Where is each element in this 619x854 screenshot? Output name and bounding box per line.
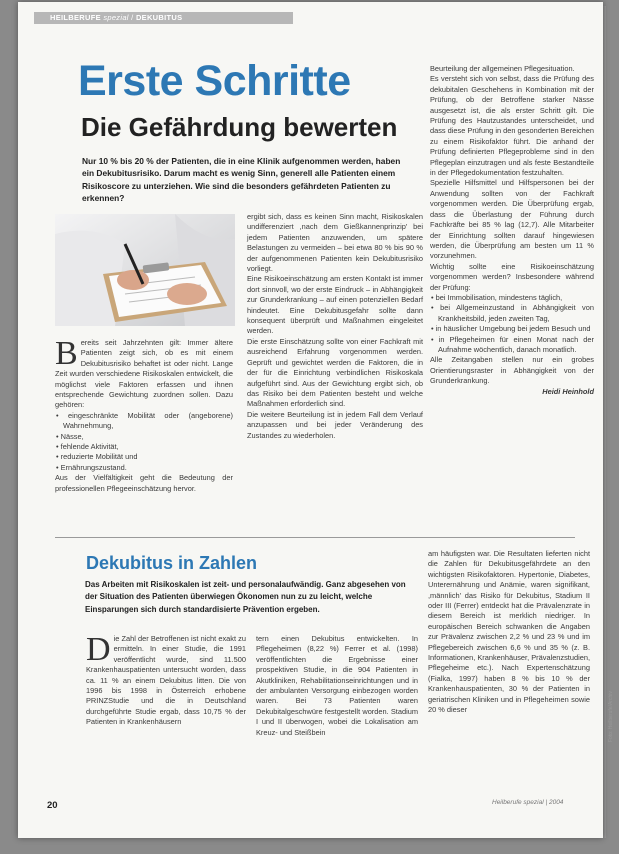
- paragraph: am häufigsten war. Die Resultaten lieferten nicht die Zahlen für Dekubitusgefährdete an den wichtigsten Risikofaktoren. Hypertonie, Diabetes, Unterernährung und Anämie, waren signifikant, ,männlich' das Risiko für Dekubitus, Stadium II oder III (Ferrer) entdeckt hat die Prävalenzrate in diesem Bereich ist merklich niedriger. In europäischen Bereich schwanken die Angaben zur Prävalenz zwischen 2,2 % und 23 % und im Pflegebereich zwischen 6,6 % und 35 % (z. B. Informationen, Krankenhäuser, Prävalenzstudien, Pflegeheime etc.). Nach Expertenschätzung (Fialka, 1997) haben 8 % bis 10 % der Krankenhauspatienten, 30 % der Patienten in geriatrischen Kliniken und in Pflegeheimen sowie 20 % dieser: [428, 549, 590, 715]
- paragraph: Die erste Einschätzung sollte von einer Fachkraft mit ausreichend Erfahrung vorgenommen werden. Geprüft und gewichtet werden die Faktoren, die in der für die Einrichtung verbindlichen Risikoskala aufgeführt sind. Aus der Gewichtung ergibt sich, ob das Risiko bei dem Patienten besteht und welche Maßnahmen erforderlich sind.: [247, 336, 423, 409]
- paragraph: ie Zahl der Betroffenen ist nicht exakt zu ermitteln. In einer Studie, die 1991 veröffentlicht wurde, sind 11.500 Krankenhauspatienten untersucht worden, dass ca. 11 % an einem Dekubitus litten. Die von 1996 bis 1998 in Österreich erhobene PRINZStudie und die in Deutschland durchgeführte Studie ergab, dass 10,75 % der Patienten in Krankenhäusern: [86, 634, 246, 727]
- article2-column-2: [256, 634, 418, 738]
- paragraph: ergibt sich, dass es keinen Sinn macht, Risikoskalen undifferenziert ,nach dem Gießkannenprinzip' bei jedem Patienten anzuwenden, um spätere Belastungen zu vermeiden – bei etwa 80 % bis 90 % der aufgenommenen Patienten kein Dekubitusrisiko vorliegt.: [247, 212, 423, 274]
- list-item: • reduzierte Mobilität und: [56, 452, 138, 462]
- section-name: HEILBERUFE: [50, 13, 101, 22]
- article-subtitle: Die Gefährdung bewerten: [81, 112, 398, 142]
- paragraph: Alle Zeitangaben stellen nur ein grobes Orientierungsraster in Abhängigkeit von der Grunderkrankung.: [430, 355, 594, 386]
- article2-column-3: [428, 549, 590, 716]
- list-item: • eingeschränkte Mobilität oder (angeborene) Wahrnehmung,: [56, 410, 233, 431]
- article-lead: Nur 10 % bis 20 % der Patienten, die in eine Klinik aufgenommen werden, haben ein Dekubitusrisiko. Darum macht es wenig Sinn, generell alle Patienten einem Risikoscore zu unterziehen. Wie sind die besonders gefährdeten Patienten zu erkennen?: [82, 156, 401, 204]
- dropcap: B: [55, 335, 78, 372]
- section-topic: DEKUBITUS: [135, 13, 183, 22]
- paragraph: Eine Risikoeinschätzung am ersten Kontakt ist immer dort sinnvoll, wo der erste Eindruck – in Abhängigkeit zur Grunderkrankung – auf einen potenziellen Bedarf hindeutet. Eine Dekubitusgefahr sollte dann konsequent überprüft und Maßnahmen eingeleitet werden.: [247, 274, 423, 336]
- section-divider: [55, 537, 575, 538]
- article1-column-1: [55, 335, 233, 494]
- page-footer: Heilberufe spezial | 2004: [492, 799, 564, 806]
- article2-column-1: [86, 631, 246, 728]
- author-name: Heidi Heinhold: [542, 386, 594, 396]
- list-item: • bei Immobilisation, mindestens täglich,: [431, 292, 563, 302]
- list-item: • in häuslicher Umgebung bei jedem Besuch und: [431, 324, 591, 334]
- paragraph: ereits seit Jahrzehnten gilt: Immer ältere Patienten zeigt sich, ob es mit einem Dekubitusrisiko behaftet ist oder nicht. Lange Zeit wurden verschiedene Risikoskalen entwickelt, die möglichst viele Faktoren erfassen und ihnen entsprechende Gewichtung zuordnen sollen. Dazu gehören:: [55, 338, 233, 410]
- article-photo: [55, 214, 235, 326]
- magazine-page: [18, 2, 614, 838]
- section-header-bar: [34, 12, 293, 24]
- dropcap: D: [86, 631, 111, 668]
- paragraph: Es versteht sich von selbst, dass die Prüfung des dekubitalen Geschehens in Kombination mit der Prüfung, ob der Betroffene starker Nässe ausgesetzt ist, die als erster Schritt gilt. Die Prüfung des Hautzustandes unterscheidet, und dass diese Prüfung in den gesonderten Bereichen zu einem Risikofaktor führt. Die anhand der Prüfung definierten Pflegeprobleme sind in den Pflegeplan einzutragen und als feste Bestandteile in der Pflegedokumentation festzuhalten.: [430, 74, 594, 178]
- list-item: • fehlende Aktivität,: [56, 442, 119, 452]
- article-title: Erste Schritte: [78, 57, 351, 105]
- article2-title: Dekubitus in Zahlen: [86, 553, 258, 573]
- paragraph: Die weitere Beurteilung ist in jedem Fall dem Verlauf anzupassen und bei jeder Veränderung des Zustandes zu wiederholen.: [247, 409, 423, 440]
- article1-column-3: [430, 64, 594, 397]
- section-special: spezial: [103, 13, 129, 22]
- list-item: • Ernährungszustand.: [56, 462, 127, 472]
- list-item: • in Pflegeheimen für einen Monat nach der Aufnahme wöchentlich, danach monatlich.: [431, 334, 594, 354]
- list-item: • bei Allgemeinzustand in Abhängigkeit von Krankheitsbild, jeden zweiten Tag,: [431, 303, 594, 323]
- paragraph: tern einen Dekubitus entwickelten. In Pflegeheimen (8,22 %) Ferrer et al. (1998) veröffentlichten die Ergebnisse einer prospektiven Studie, in die 904 Patienten in Akutkliniken, Rehabilitationseinrichtungen und in der ambulanten Versorgung einbezogen worden waren. Bei 73 Patienten waren Dekubitalgeschwüre festgestellt worden. Stadium I und II überwogen, wobei die Lokalisation am Kreuz- und Steißbein: [256, 634, 418, 737]
- clipboard-writing-illustration: [55, 214, 235, 326]
- article2-lead: Das Arbeiten mit Risikoskalen ist zeit- und personalaufwändig. Ganz abgesehen von der Situation des Patienten überwiegen Ökonomen nun zu zu leicht, welche Einsparungen sich durch standardisierte Prävention ergeben.: [85, 580, 406, 614]
- section-separator: /: [131, 13, 134, 22]
- photo-credit: Foto: Heilberufe/Archiv: [608, 691, 614, 742]
- page-number: 20: [47, 800, 58, 811]
- article1-column-2: [247, 212, 423, 441]
- paragraph: Wichtig sollte eine Risikoeinschätzung vorgenommen werden? Insbesondere während der Prüfung:: [430, 261, 594, 292]
- paragraph: Beurteilung der allgemeinen Pflegesituation.: [430, 64, 575, 73]
- paragraph: Spezielle Hilfsmittel und Hilfspersonen bei der Anwendung sollten von der Fachkraft vorgenommen werden. Die Überprüfung ergab, dass die Überlastung der Führung durch Fachkräfte bei 85 % lag (12,7). Alle Mitarbeiter der Einrichtung sollten darauf hingewiesen werden, die Überprüfung am besten um 11 % vorzunehmen.: [430, 178, 594, 261]
- list-item: • Nässe,: [56, 431, 84, 441]
- paragraph: Aus der Vielfältigkeit geht die Bedeutung der professionellen Pflegeeinschätzung hervor.: [55, 473, 233, 493]
